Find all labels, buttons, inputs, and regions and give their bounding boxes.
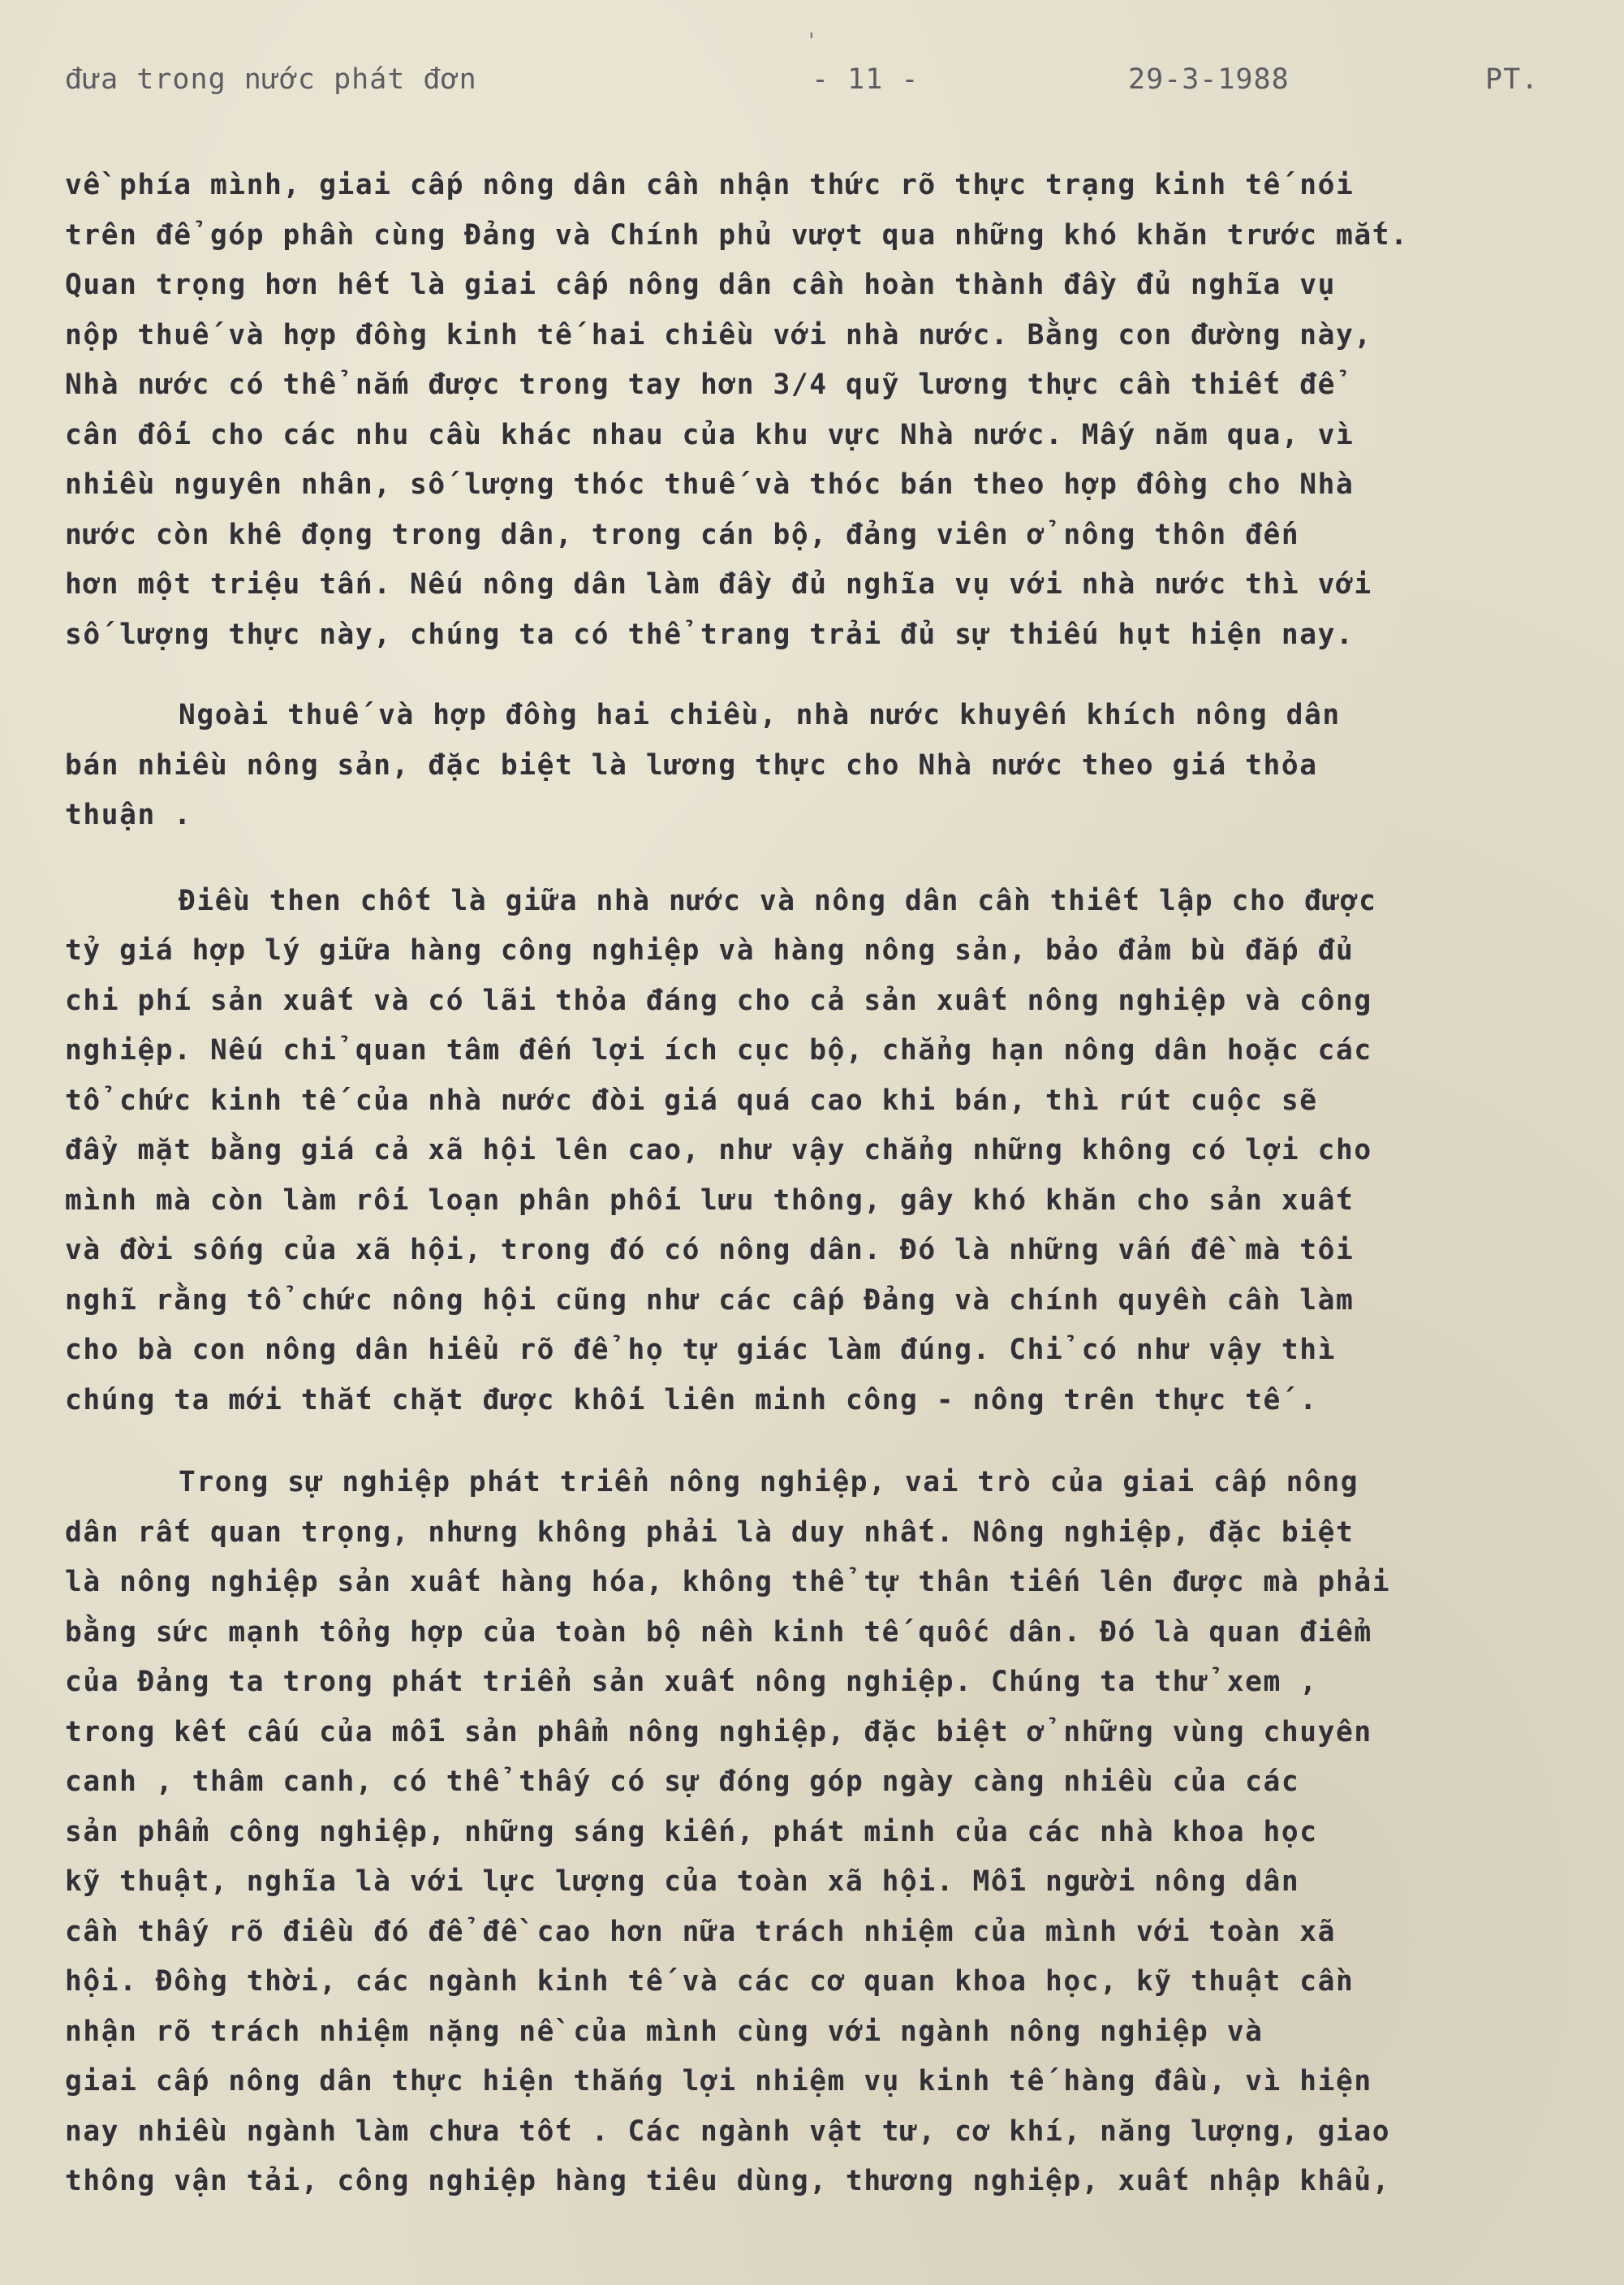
text-line: trên để góp phần cùng Đảng và Chính phủ vượt qua những khó khăn trước mắt. — [65, 218, 1409, 252]
document-body — [65, 161, 1574, 2207]
text-line: nhận rõ trách nhiệm nặng nề của mình cùng với ngành nông nghiệp và — [65, 2015, 1264, 2048]
header-date: 29-3-1988 — [1128, 63, 1290, 96]
text-line: mình mà còn làm rối loạn phân phối lưu thông, gây khó khăn cho sản xuất — [65, 1183, 1355, 1217]
text-line: tỷ giá hợp lý giữa hàng công nghiệp và hàng nông sản, bảo đảm bù đắp đủ — [65, 934, 1355, 967]
paragraph-2 — [65, 691, 1574, 841]
text-line: và đời sống của xã hội, trong đó có nông dân. Đó là những vấn đề mà tôi — [65, 1234, 1355, 1266]
text-line: Trong sự nghiệp phát triển nông nghiệp, vai trò của giai cấp nông — [179, 1466, 1359, 1498]
text-line: chúng ta mới thắt chặt được khối liên minh công - nông trên thực tế . — [65, 1383, 1318, 1416]
text-line: là nông nghiệp sản xuất hàng hóa, không thể tự thân tiến lên được mà phải — [65, 1566, 1391, 1598]
text-line: nước còn khê đọng trong dân, trong cán bộ, đảng viên ở nông thôn đến — [65, 518, 1300, 551]
text-line: nghĩ rằng tổ chức nông hội cũng như các cấp Đảng và chính quyền cần làm — [65, 1283, 1355, 1317]
text-line: về phía mình, giai cấp nông dân cần nhận thức rõ thực trạng kinh tế nói — [65, 169, 1355, 201]
text-line: chi phí sản xuất và có lãi thỏa đáng cho cả sản xuất nông nghiệp và công — [65, 984, 1372, 1017]
punch-mark: ' — [805, 29, 818, 54]
text-line: tổ chức kinh tế của nhà nước đòi giá quá cao khi bán, thì rút cuộc sẽ — [65, 1084, 1318, 1117]
text-line: trong kết cấu của mỗi sản phẩm nông nghiệp, đặc biệt ở những vùng chuyên — [65, 1715, 1372, 1748]
text-line: dân rất quan trọng, nhưng không phải là duy nhất. Nông nghiệp, đặc biệt — [65, 1515, 1355, 1549]
text-line: Điều then chốt là giữa nhà nước và nông dân cần thiết lập cho được — [179, 884, 1377, 917]
text-line: thông vận tải, công nghiệp hàng tiêu dùng, thương nghiệp, xuất nhập khẩu, — [65, 2165, 1391, 2197]
text-line: sản phẩm công nghiệp, những sáng kiến, phát minh của các nhà khoa học — [65, 1815, 1318, 1848]
text-line: hội. Đồng thời, các ngành kinh tế và các cơ quan khoa học, kỹ thuật cần — [65, 1965, 1355, 1998]
text-line: canh , thâm canh, có thể thấy có sự đóng góp ngày càng nhiều của các — [65, 1765, 1300, 1798]
text-line: số lượng thực này, chúng ta có thể trang trải đủ sự thiếu hụt hiện nay. — [65, 618, 1355, 651]
text-line: Quan trọng hơn hết là giai cấp nông dân cần hoàn thành đầy đủ nghĩa vụ — [65, 269, 1336, 301]
text-line: nộp thuế và hợp đồng kinh tế hai chiều với nhà nước. Bằng con đường này, — [65, 318, 1372, 351]
text-line: bán nhiều nông sản, đặc biệt là lương thực cho Nhà nước theo giá thỏa — [65, 748, 1318, 782]
paragraph-1 — [65, 161, 1574, 660]
paragraph-4 — [65, 1458, 1574, 2207]
page-header — [65, 63, 1558, 104]
text-line: của Đảng ta trong phát triển sản xuất nông nghiệp. Chúng ta thử xem , — [65, 1666, 1318, 1698]
text-line: đẩy mặt bằng giá cả xã hội lên cao, như vậy chẳng những không có lợi cho — [65, 1134, 1372, 1166]
text-line: thuận . — [65, 799, 192, 831]
text-line: kỹ thuật, nghĩa là với lực lượng của toàn xã hội. Mỗi người nông dân — [65, 1865, 1300, 1898]
text-line: nghiệp. Nếu chỉ quan tâm đến lợi ích cục bộ, chẳng hạn nông dân hoặc các — [65, 1034, 1372, 1067]
text-line: hơn một triệu tấn. Nếu nông dân làm đầy đủ nghĩa vụ với nhà nước thì với — [65, 568, 1372, 601]
text-line: cần thấy rõ điều đó để đề cao hơn nữa trách nhiệm của mình với toàn xã — [65, 1915, 1336, 1948]
text-line: cân đối cho các nhu cầu khác nhau của khu vực Nhà nước. Mấy năm qua, vì — [65, 418, 1355, 451]
text-line: Ngoài thuế và hợp đồng hai chiều, nhà nước khuyến khích nông dân — [179, 699, 1341, 731]
text-line: Nhà nước có thể nắm được trong tay hơn 3/4 quỹ lương thực cần thiết để — [65, 369, 1336, 401]
text-line: giai cấp nông dân thực hiện thắng lợi nhiệm vụ kinh tế hàng đầu, vì hiện — [65, 2065, 1372, 2097]
paragraph-3 — [65, 877, 1574, 1426]
text-line: bằng sức mạnh tổng hợp của toàn bộ nền kinh tế quốc dân. Đó là quan điểm — [65, 1615, 1372, 1649]
header-title: đưa trong nước phát đơn — [65, 63, 477, 96]
page-number: - 11 - — [812, 63, 920, 96]
text-line: nay nhiều ngành làm chưa tốt . Các ngành vật tư, cơ khí, năng lượng, giao — [65, 2115, 1391, 2148]
text-line: nhiều nguyên nhân, số lượng thóc thuế và thóc bán theo hợp đồng cho Nhà — [65, 468, 1355, 501]
text-line: cho bà con nông dân hiểu rõ để họ tự giác làm đúng. Chỉ có như vậy thì — [65, 1334, 1336, 1366]
header-code: PT. — [1485, 63, 1540, 96]
